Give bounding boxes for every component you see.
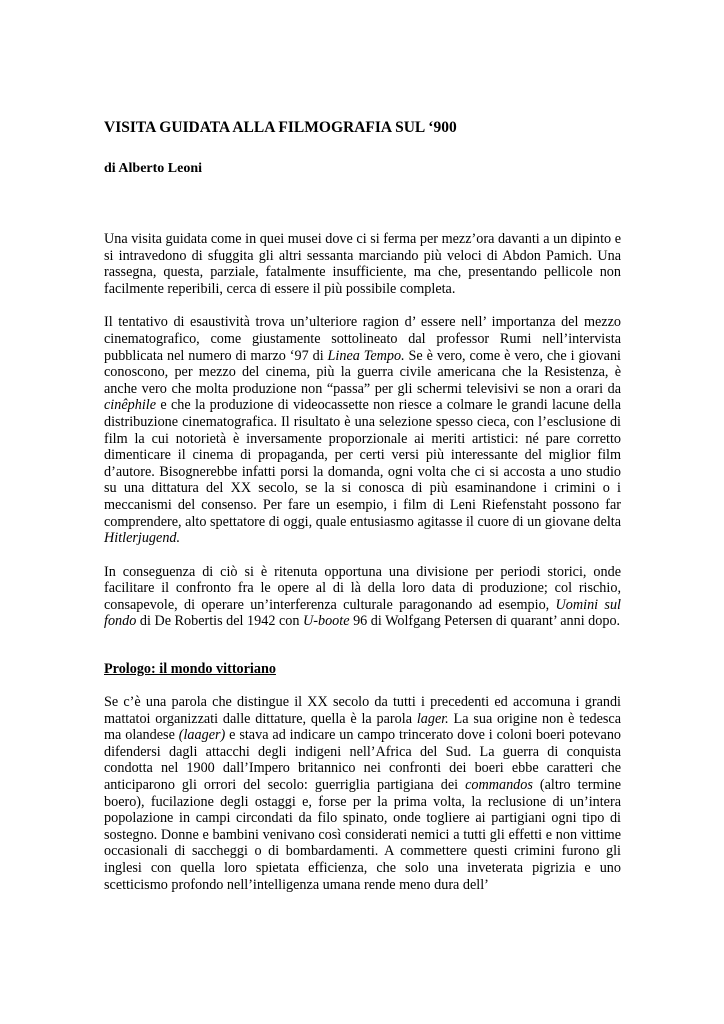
paragraph-lager xyxy=(104,694,621,893)
paragraph-exhaustiveness xyxy=(104,314,621,546)
paragraph-text: 96 di Wolfgang Petersen di quarant’ anni dopo. xyxy=(349,613,621,630)
paragraph-text: Se c’è una parola che distingue il XX secolo da tutti i precedenti ed accomuna i grandi mattatoi organizzati dalle dittature, quella è la parola xyxy=(104,694,621,727)
italic-term-commandos: commandos xyxy=(465,777,533,794)
italic-title-linea-tempo: Linea Tempo. xyxy=(327,347,405,364)
paragraph-text: Se è vero, come è vero, che i giovani conoscono, per mezzo del cinema, più la guerra civile americana che la Resistenza, è anche vero che molta produzione non “passa” per gli schermi televisivi se non a orari da xyxy=(104,347,621,397)
paragraph-text: Il tentativo di esaustività trova un’ulteriore ragion d’ essere nell’ importanza del mezzo cinematografico, come giustamente sottolineato dal professor Rumi nell’intervista pubblicata nel numero di marzo ‘97 di xyxy=(104,314,621,364)
document-page xyxy=(104,118,621,910)
paragraph-text: (altro termine boero), fucilazione degli ostaggi e, forse per la prima volta, la reclusione di un’intera popolazione in campi circondati da filo spinato, onde togliere ai partigiani ogni tipo di sostegno. Donne e bambini venivano così considerati nemici a tutti gli effetti e non vittime occasionali di saccheggi o di bombardamenti. A commettere questi crimini furono gli inglesi con quella loro spietata efficienza, che solo una inveterata pigrizia e uno scetticismo profondo nell’intelligenza umana rende meno dura dell’ xyxy=(104,777,621,893)
paragraph-text: di De Robertis del 1942 con xyxy=(136,613,304,630)
paragraph-intro: Una visita guidata come in quei musei dove ci si ferma per mezz’ora davanti a un dipinto e si intravedono di sfuggita gli altri sessanta marciando più veloci di Abdon Pamich. Una rassegna, questa, parziale, fatalmente insufficiente, ma che, presentando pellicole non facilmente reperibili, cerca di essere il più possibile completa. xyxy=(104,231,621,297)
italic-title-u-boote: U-boote xyxy=(303,613,350,630)
paragraph-text: e stava ad indicare un campo trincerato dove i coloni boeri potevano difendersi dagli attacchi degli indigeni nell’Africa del Sud. La guerra di conquista condotta nel 1900 dall’Impero britannico nei confronti dei boeri ebbe caratteri che anticiparono gli orrori del secolo: guerriglia partigiana dei xyxy=(104,727,622,794)
paragraph-text: In conseguenza di ciò si è ritenuta opportuna una divisione per periodi storici, onde facilitare il confronto fra le opere al di là della loro data di produzione; col rischio, consapevole, di operare un’interferenza culturale paragonando ad esempio, xyxy=(104,563,621,613)
italic-term-cinephile: cinêphile xyxy=(104,397,156,414)
paragraph-text: e che la produzione di videocassette non riesce a colmare le grandi lacune della distribuzione cinematografica. Il risultato è una selezione spesso cieca, con l’esclusione di film la cui notorietà è inversamente proporzionale ai meriti artistici: né pare corretto dimenticare il cinema di propaganda, per certi versi più interessante del miglior film d’autore. Bisognerebbe infatti porsi la domanda, ogni volta che ci si accosta a uno studio su una dittatura del XX secolo, se la si conosca di più esaminandone i crimini o i meccanismi del consenso. Per fare un esempio, i film di Leni Riefenstaht possono far comprendere, alto spettatore di oggi, quale entusiasmo agitasse il cuore di un giovane delta xyxy=(104,397,621,530)
italic-term-hitlerjugend: Hitlerjugend. xyxy=(104,530,181,547)
italic-term-laager: (laager) xyxy=(178,727,226,744)
document-author: di Alberto Leoni xyxy=(104,161,203,176)
italic-title-uomini-sul-fondo: Uomini sul fondo xyxy=(104,596,621,630)
document-title: VISITA GUIDATA ALLA FILMOGRAFIA SUL ‘900 xyxy=(104,119,457,136)
italic-term-lager: lager. xyxy=(416,710,449,727)
section-heading: Prologo: il mondo vittoriano xyxy=(104,661,276,678)
paragraph-text: La sua origine non è tedesca ma olandese xyxy=(104,710,622,744)
paragraph-division xyxy=(104,564,621,630)
